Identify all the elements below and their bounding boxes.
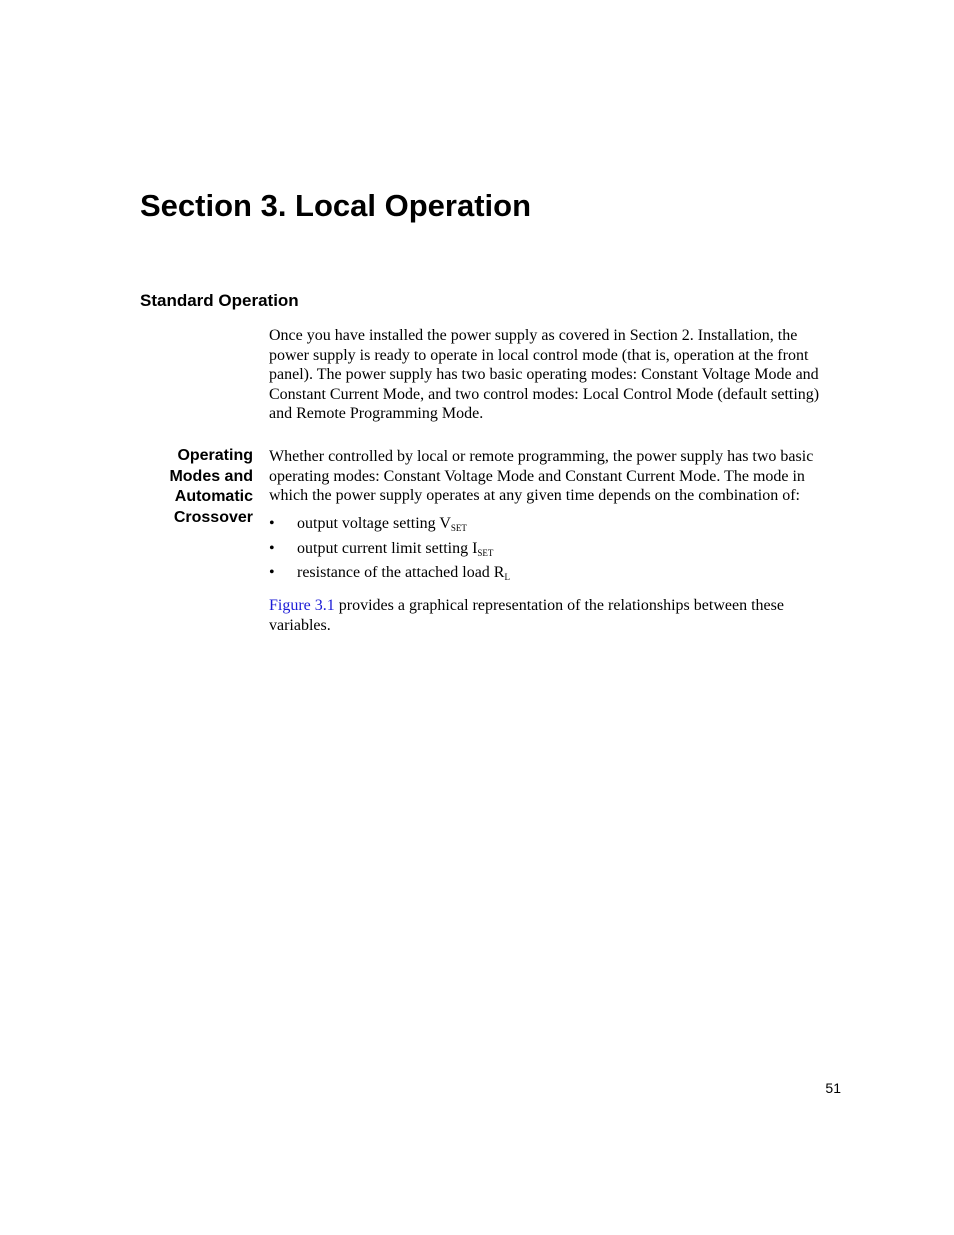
- side-heading-line: Modes and: [169, 467, 253, 485]
- bullet-icon: •: [269, 515, 275, 532]
- bullet-icon: •: [269, 539, 275, 557]
- section-heading-standard-operation: Standard Operation: [140, 291, 299, 310]
- side-heading-line: Automatic: [174, 488, 253, 505]
- bullet-icon: •: [269, 564, 275, 581]
- page-title: Section 3. Local Operation: [140, 188, 532, 223]
- list-item: [269, 562, 841, 587]
- side-heading-line: Crossover: [173, 508, 253, 526]
- side-heading-line: Operating: [177, 447, 253, 464]
- bullet-text: output voltage setting V: [297, 515, 451, 532]
- subscript: L: [504, 572, 510, 582]
- intro-paragraph: Once you have installed the power supply as covered in Section 2. Installation, the power supply is ready to operate in local control mode (that is, operation at the front panel). The power supply has two basic operating modes: Constant Voltage Mode and Constant Current Mode, and two control modes: Local Control Mode (default setting) and Remote Programming Mode.: [269, 327, 820, 422]
- figure-reference-paragraph: [269, 596, 841, 635]
- bullet-list: [269, 513, 841, 587]
- list-item: [269, 513, 841, 538]
- operating-modes-paragraph: Whether controlled by local or remote programming, the power supply has two basic operating modes: Constant Voltage Mode and Constant Current Mode. The mode in which the power supply operates at any given time depends on the combination of:: [269, 448, 814, 504]
- bullet-text: output current limit setting I: [297, 539, 478, 557]
- subscript: SET: [477, 547, 494, 558]
- figure-link[interactable]: Figure 3.1: [269, 597, 335, 614]
- page-number: 51: [825, 1080, 841, 1096]
- figure-reference-text: provides a graphical representation of the relationships between these variables.: [269, 597, 784, 634]
- subscript: SET: [450, 523, 467, 533]
- side-heading-operating-modes: [140, 446, 253, 528]
- bullet-text: resistance of the attached load R: [297, 564, 505, 581]
- list-item: [269, 538, 841, 563]
